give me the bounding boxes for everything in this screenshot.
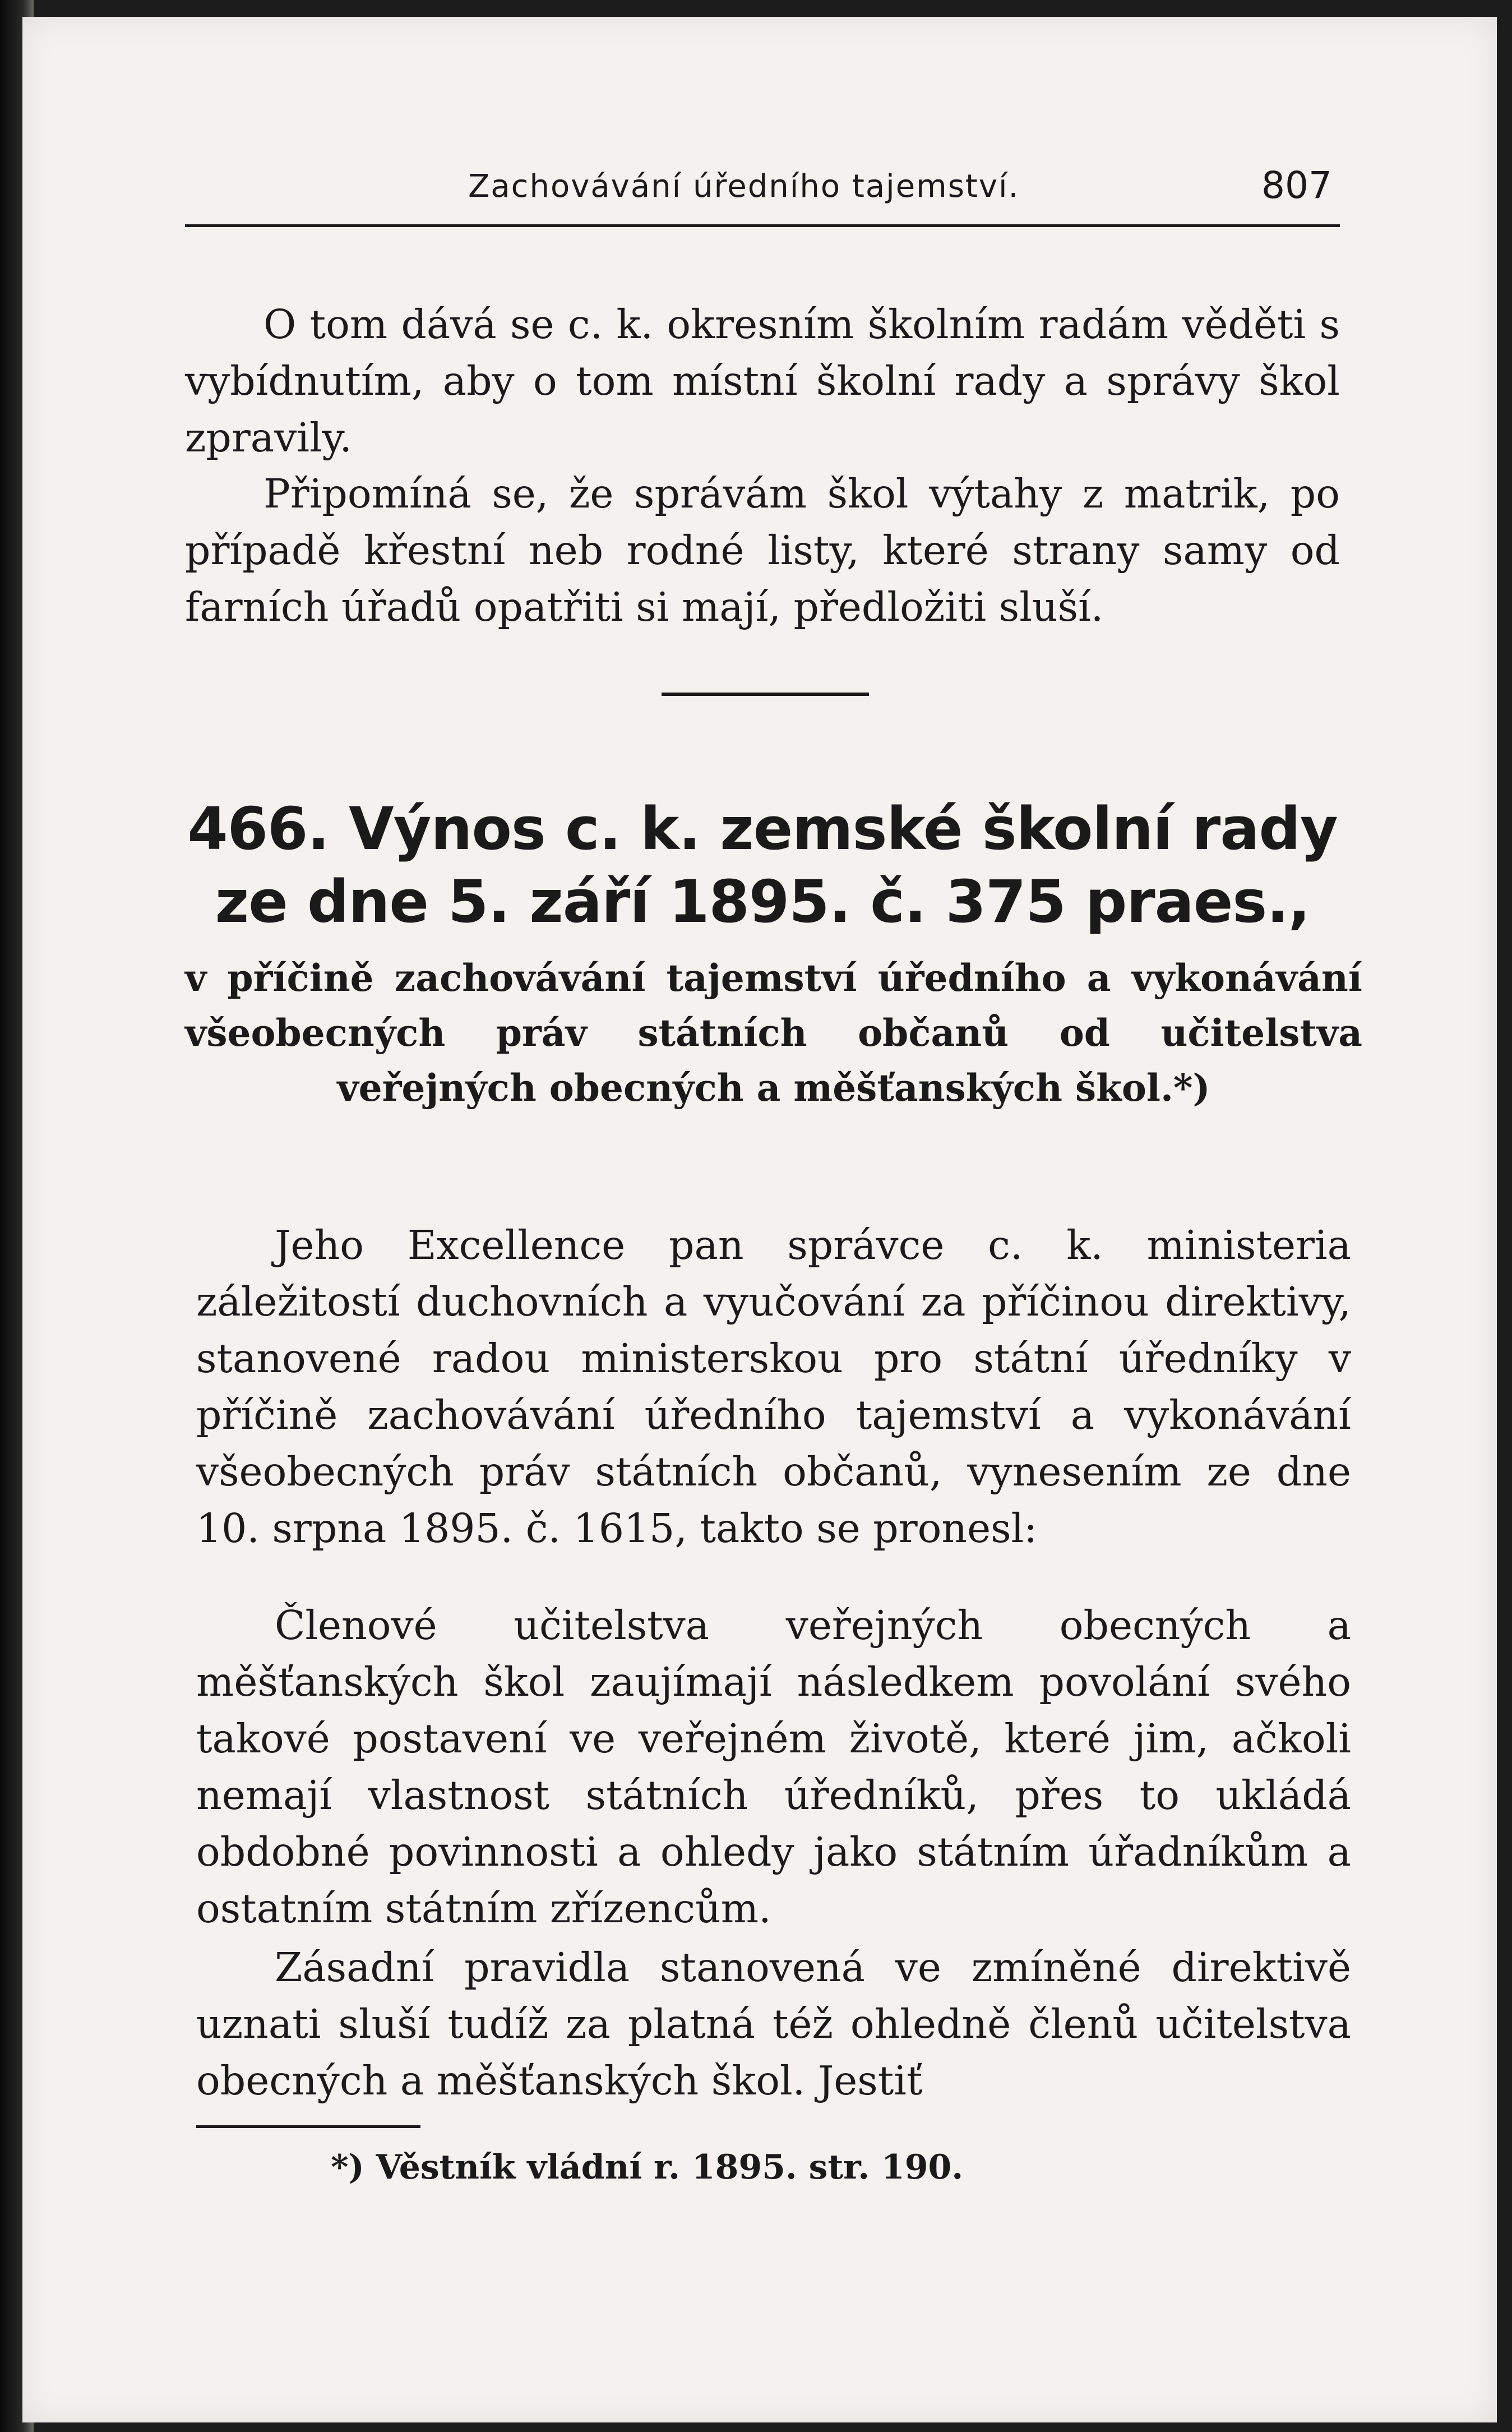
running-title: Zachovávání úředního tajemství. — [468, 168, 1020, 205]
paragraph-1: O tom dává se c. k. okresním školním radám věděti s vybídnutím, aby o tom místní školní rady a správy škol zpravily. — [185, 301, 1340, 461]
paragraph-5: Zásadní pravidla stanovená ve zmíněné direktivě uznati sluší tudíž za platná též ohledně členů učitelstva obecných a měšťanských škol. Jestiť — [196, 1944, 1351, 2104]
section-heading-line-2: ze dne 5. září 1895. č. 375 praes., — [215, 867, 1310, 936]
scanned-page — [22, 17, 1497, 2422]
paragraph-2: Připomíná se, že správám škol výtahy z matrik, po případě křestní neb rodné listy, které strany samy od farních úřadů opatřiti si mají, předložiti sluší. — [185, 470, 1340, 630]
footnote-rule — [196, 2125, 420, 2128]
section-subtitle: v příčině zachovávání tajemství úředního a vykonávání všeobecných práv státních občanů od učitelstva veřejných obecných a měšťanských škol.*) — [185, 956, 1362, 1110]
paragraph-4: Členové učitelstva veřejných obecných a měšťanských škol zaujímají následkem povolání svého takové postavení ve veřejném životě, které jim, ačkoli nemají vlastnost státních úředníků, přes to ukládá obdobné povinnosti a ohledy jako státním úřadníkům a ostatním státním zřízencům. — [196, 1602, 1351, 1932]
footnote: *) Věstník vládní r. 1895. str. 190. — [331, 2148, 964, 2187]
page-number: 807 — [1261, 164, 1332, 207]
section-heading-line-1: 466. Výnos c. k. zemské školní rady — [187, 795, 1338, 863]
section-divider — [662, 693, 869, 696]
paragraph-3: Jeho Excellence pan správce c. k. ministeria záležitostí duchovních a vyučování za příčinou direktivy, stanovené radou ministerskou pro státní úředníky v příčině zachovávání úředního tajemství a vykonávání všeobecných práv státních občanů, vynesením ze dne 10. srpna 1895. č. 1615, takto se pronesl: — [196, 1222, 1351, 1552]
header-rule — [185, 224, 1340, 227]
